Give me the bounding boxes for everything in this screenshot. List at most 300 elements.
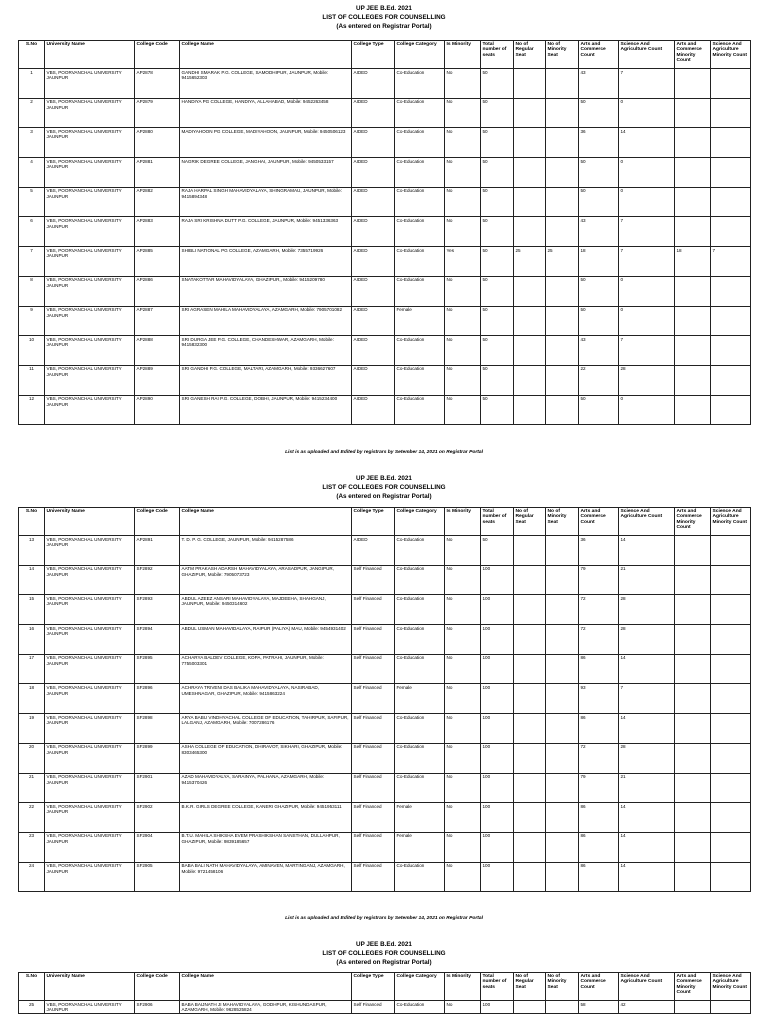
footnote: List is as uploaded and Edited by registrars by Setember 14, 2021 on Registrar Portal xyxy=(285,450,483,455)
cell-regular-seat-col xyxy=(514,654,546,684)
page-1 xyxy=(0,0,768,31)
cell-science-agriculture-col: 28 xyxy=(619,625,675,655)
cell-arts-commerce-col: 86 xyxy=(579,714,619,744)
cell-science-agriculture-col: 14 xyxy=(619,714,675,744)
column-header-college-code-col: College Code xyxy=(135,508,180,536)
cell-college-code-col: AP2879 xyxy=(135,98,180,128)
table-row xyxy=(19,654,751,684)
cell-college-category-col: Co-Education xyxy=(395,773,445,803)
cell-minority-seat-col xyxy=(546,773,579,803)
cell-arts-commerce-col: 43 xyxy=(579,336,619,366)
table-row xyxy=(19,625,751,655)
cell-arts-commerce-minority-col xyxy=(675,217,711,247)
cell-arts-commerce-minority-col xyxy=(675,128,711,158)
cell-college-code-col: SF2902 xyxy=(135,803,180,833)
table-row xyxy=(19,832,751,862)
cell-college-name-col: B.K.R. GIRLS DEGREE COLLEGE, KANERI GHAZIPUR, Mobile: 9451953111 xyxy=(180,803,352,833)
cell-college-code-col: AP2887 xyxy=(135,306,180,336)
cell-college-category-col: Female xyxy=(395,803,445,833)
cell-college-type-col: AIDED xyxy=(352,276,395,306)
cell-arts-commerce-col: 43 xyxy=(579,217,619,247)
column-header-college-type-col: College Type xyxy=(352,508,395,536)
cell-science-agriculture-col: 28 xyxy=(619,743,675,773)
cell-total-seats-col: 50 xyxy=(481,158,514,188)
cell-science-agriculture-col: 28 xyxy=(619,365,675,395)
cell-college-category-col: Co-Education xyxy=(395,395,445,425)
cell-total-seats-col: 50 xyxy=(481,276,514,306)
cell-science-agriculture-col: 0 xyxy=(619,158,675,188)
cell-science-agriculture-col: 7 xyxy=(619,217,675,247)
cell-arts-commerce-minority-col xyxy=(675,306,711,336)
cell-science-agriculture-minority-col xyxy=(711,654,751,684)
cell-minority-seat-col xyxy=(546,306,579,336)
cell-total-seats-col: 50 xyxy=(481,365,514,395)
cell-sno-col: 17 xyxy=(19,654,45,684)
cell-arts-commerce-minority-col xyxy=(675,862,711,892)
cell-science-agriculture-col: 14 xyxy=(619,654,675,684)
cell-science-agriculture-col: 14 xyxy=(619,128,675,158)
cell-college-category-col: Co-Education xyxy=(395,1001,445,1014)
cell-college-name-col: ASHA COLLEGE OF EDUCATION, DHIRAVOT, SIKHARI, GHAZIPUR, Mobile: 8303465300 xyxy=(180,743,352,773)
column-header-college-type-col: College Type xyxy=(352,973,395,1001)
cell-arts-commerce-minority-col xyxy=(675,276,711,306)
cell-is-minority-col: No xyxy=(445,158,481,188)
cell-arts-commerce-minority-col xyxy=(675,743,711,773)
cell-minority-seat-col xyxy=(546,128,579,158)
cell-college-name-col: B.T.U. MAHILA SHIKSHA EVEM PRASHIKSHAN SANSTHAN, DULLAHPUR, GHAZIPUR, Mobile: 9839185657 xyxy=(180,832,352,862)
cell-science-agriculture-col: 42 xyxy=(619,1001,675,1014)
cell-arts-commerce-col: 50 xyxy=(579,395,619,425)
cell-total-seats-col: 100 xyxy=(481,1001,514,1014)
cell-college-category-col: Co-Education xyxy=(395,536,445,566)
colleges-table xyxy=(18,972,751,1014)
cell-college-type-col: Self Financed xyxy=(352,595,395,625)
cell-science-agriculture-col: 0 xyxy=(619,306,675,336)
cell-science-agriculture-minority-col xyxy=(711,625,751,655)
cell-is-minority-col: No xyxy=(445,98,481,128)
cell-university-name-col: VBS, POORVANCHAL UNIVERSITY JAUNPUR xyxy=(45,773,135,803)
cell-sno-col: 12 xyxy=(19,395,45,425)
cell-university-name-col: VBS, POORVANCHAL UNIVERSITY JAUNPUR xyxy=(45,69,135,99)
cell-regular-seat-col xyxy=(514,773,546,803)
cell-arts-commerce-col: 50 xyxy=(579,187,619,217)
cell-is-minority-col: No xyxy=(445,832,481,862)
cell-science-agriculture-col: 0 xyxy=(619,98,675,128)
column-header-college-code-col: College Code xyxy=(135,973,180,1001)
cell-college-code-col: AP2889 xyxy=(135,365,180,395)
cell-college-code-col: AP2881 xyxy=(135,158,180,188)
header-line-1: UP JEE B.Ed. 2021 xyxy=(356,5,412,12)
cell-arts-commerce-col: 86 xyxy=(579,862,619,892)
cell-minority-seat-col xyxy=(546,98,579,128)
cell-science-agriculture-minority-col xyxy=(711,276,751,306)
table-row xyxy=(19,128,751,158)
header-line-1: UP JEE B.Ed. 2021 xyxy=(356,941,412,948)
cell-science-agriculture-minority-col xyxy=(711,217,751,247)
cell-minority-seat-col xyxy=(546,69,579,99)
cell-is-minority-col: No xyxy=(445,803,481,833)
cell-arts-commerce-col: 86 xyxy=(579,832,619,862)
cell-arts-commerce-col: 36 xyxy=(579,536,619,566)
cell-science-agriculture-minority-col xyxy=(711,536,751,566)
cell-regular-seat-col xyxy=(514,536,546,566)
table-row xyxy=(19,69,751,99)
cell-regular-seat-col xyxy=(514,743,546,773)
cell-college-code-col: AP2891 xyxy=(135,536,180,566)
column-header-science-agriculture-col: Science And Agriculture Count xyxy=(619,973,675,1001)
cell-college-name-col: RAJA SRI KRISHNA DUTT P.G. COLLEGE, JAUNPUR, Mobile: 9451336363 xyxy=(180,217,352,247)
header-line-1: UP JEE B.Ed. 2021 xyxy=(356,475,412,482)
cell-college-category-col: Co-Education xyxy=(395,276,445,306)
column-header-science-agriculture-minority-col: Science And Agriculture Minority Count xyxy=(711,508,751,536)
cell-total-seats-col: 100 xyxy=(481,714,514,744)
cell-total-seats-col: 100 xyxy=(481,625,514,655)
cell-sno-col: 14 xyxy=(19,565,45,595)
table-row xyxy=(19,773,751,803)
cell-science-agriculture-minority-col xyxy=(711,336,751,366)
cell-is-minority-col: No xyxy=(445,862,481,892)
cell-total-seats-col: 50 xyxy=(481,98,514,128)
cell-regular-seat-col xyxy=(514,595,546,625)
cell-college-code-col: SF2905 xyxy=(135,862,180,892)
cell-college-name-col: AZAD MAHAVIDYALYA, SARAINYA, PALHANA, AZAMGARH, Mobile: 9415370426 xyxy=(180,773,352,803)
cell-sno-col: 19 xyxy=(19,714,45,744)
cell-college-type-col: Self Financed xyxy=(352,862,395,892)
cell-college-category-col: Co-Education xyxy=(395,247,445,277)
cell-college-code-col: SF2893 xyxy=(135,595,180,625)
cell-college-type-col: AIDED xyxy=(352,336,395,366)
table-row xyxy=(19,714,751,744)
cell-sno-col: 18 xyxy=(19,684,45,714)
header-line-2: LIST OF COLLEGES FOR COUNSELLING xyxy=(322,950,446,957)
cell-college-name-col: SRI AGRASEN MAHILA MAHAVIDYALAYA, AZAMGARH, Mobile: 7905701082 xyxy=(180,306,352,336)
cell-total-seats-col: 50 xyxy=(481,69,514,99)
cell-university-name-col: VBS, POORVANCHAL UNIVERSITY JAUNPUR xyxy=(45,1001,135,1014)
cell-science-agriculture-minority-col xyxy=(711,714,751,744)
cell-arts-commerce-minority-col xyxy=(675,1001,711,1014)
cell-university-name-col: VBS, POORVANCHAL UNIVERSITY JAUNPUR xyxy=(45,595,135,625)
cell-arts-commerce-col: 86 xyxy=(579,654,619,684)
cell-minority-seat-col xyxy=(546,158,579,188)
cell-university-name-col: VBS, POORVANCHAL UNIVERSITY JAUNPUR xyxy=(45,625,135,655)
cell-university-name-col: VBS, POORVANCHAL UNIVERSITY JAUNPUR xyxy=(45,306,135,336)
cell-total-seats-col: 50 xyxy=(481,536,514,566)
header-row xyxy=(19,508,751,536)
cell-science-agriculture-col: 0 xyxy=(619,395,675,425)
cell-sno-col: 6 xyxy=(19,217,45,247)
table-row xyxy=(19,365,751,395)
column-header-college-code-col: College Code xyxy=(135,41,180,69)
cell-total-seats-col: 50 xyxy=(481,336,514,366)
cell-university-name-col: VBS, POORVANCHAL UNIVERSITY JAUNPUR xyxy=(45,128,135,158)
cell-total-seats-col: 50 xyxy=(481,306,514,336)
column-header-college-category-col: College Category xyxy=(395,508,445,536)
cell-sno-col: 25 xyxy=(19,1001,45,1014)
cell-university-name-col: VBS, POORVANCHAL UNIVERSITY JAUNPUR xyxy=(45,565,135,595)
column-header-is-minority-col: Is Minority xyxy=(445,973,481,1001)
cell-regular-seat-col xyxy=(514,187,546,217)
cell-college-type-col: Self Financed xyxy=(352,773,395,803)
cell-sno-col: 3 xyxy=(19,128,45,158)
cell-is-minority-col: No xyxy=(445,743,481,773)
column-header-science-agriculture-minority-col: Science And Agriculture Minority Count xyxy=(711,41,751,69)
page-header xyxy=(0,0,768,31)
cell-science-agriculture-col: 0 xyxy=(619,276,675,306)
table-row xyxy=(19,536,751,566)
cell-college-name-col: ARYA BABU VINDHYACHAL COLLEGE OF EDUCATION, TAHIRPUR, SAFIPUR, LALGANJ, AZAMGARH, Mobile: 7007286176 xyxy=(180,714,352,744)
cell-arts-commerce-minority-col xyxy=(675,595,711,625)
cell-is-minority-col: No xyxy=(445,69,481,99)
cell-science-agriculture-minority-col xyxy=(711,862,751,892)
cell-sno-col: 15 xyxy=(19,595,45,625)
page-2 xyxy=(0,470,768,501)
cell-college-type-col: AIDED xyxy=(352,365,395,395)
cell-college-code-col: SF2892 xyxy=(135,565,180,595)
column-header-science-agriculture-col: Science And Agriculture Count xyxy=(619,508,675,536)
cell-college-name-col: AATM PRAKASH ADARSH MAHAVIDYALAYA, ARASADPUR, JANGIPUR, GHAZIPUR, Mobile: 7905073723 xyxy=(180,565,352,595)
cell-science-agriculture-minority-col xyxy=(711,69,751,99)
cell-total-seats-col: 50 xyxy=(481,128,514,158)
cell-arts-commerce-col: 50 xyxy=(579,98,619,128)
cell-university-name-col: VBS, POORVANCHAL UNIVERSITY JAUNPUR xyxy=(45,684,135,714)
cell-university-name-col: VBS, POORVANCHAL UNIVERSITY JAUNPUR xyxy=(45,743,135,773)
cell-college-category-col: Female xyxy=(395,832,445,862)
cell-science-agriculture-minority-col xyxy=(711,743,751,773)
cell-college-category-col: Co-Education xyxy=(395,365,445,395)
cell-college-code-col: AP2890 xyxy=(135,395,180,425)
cell-college-type-col: AIDED xyxy=(352,158,395,188)
cell-college-code-col: SF2906 xyxy=(135,1001,180,1014)
cell-regular-seat-col xyxy=(514,336,546,366)
cell-arts-commerce-minority-col xyxy=(675,395,711,425)
page-3 xyxy=(0,936,768,967)
column-header-science-agriculture-col: Science And Agriculture Count xyxy=(619,41,675,69)
cell-total-seats-col: 100 xyxy=(481,832,514,862)
cell-sno-col: 4 xyxy=(19,158,45,188)
column-header-minority-seat-col: No of Minority Seat xyxy=(546,41,579,69)
cell-arts-commerce-minority-col xyxy=(675,625,711,655)
cell-is-minority-col: No xyxy=(445,395,481,425)
cell-minority-seat-col xyxy=(546,336,579,366)
cell-is-minority-col: No xyxy=(445,625,481,655)
cell-minority-seat-col xyxy=(546,743,579,773)
cell-science-agriculture-minority-col: 7 xyxy=(711,247,751,277)
cell-regular-seat-col xyxy=(514,128,546,158)
table-row xyxy=(19,98,751,128)
table-row xyxy=(19,565,751,595)
cell-college-name-col: SRI GANDHI P.G. COLLEGE, MALTARI, AZAMGARH, Mobile: 9336627607 xyxy=(180,365,352,395)
cell-regular-seat-col xyxy=(514,714,546,744)
header-row xyxy=(19,41,751,69)
cell-university-name-col: VBS, POORVANCHAL UNIVERSITY JAUNPUR xyxy=(45,217,135,247)
column-header-college-name-col: College Name xyxy=(180,41,352,69)
column-header-is-minority-col: Is Minority xyxy=(445,508,481,536)
cell-arts-commerce-col: 58 xyxy=(579,1001,619,1014)
cell-arts-commerce-minority-col xyxy=(675,832,711,862)
cell-college-name-col: ABDUL USMAN MAHAVIDALAYA, RAIPUR (PALIYA) MAU, Mobile: 9454931402 xyxy=(180,625,352,655)
cell-minority-seat-col xyxy=(546,714,579,744)
cell-sno-col: 23 xyxy=(19,832,45,862)
cell-college-code-col: AP2886 xyxy=(135,276,180,306)
cell-science-agriculture-col: 14 xyxy=(619,832,675,862)
cell-minority-seat-col xyxy=(546,217,579,247)
cell-college-type-col: Self Financed xyxy=(352,832,395,862)
cell-college-category-col: Co-Education xyxy=(395,98,445,128)
cell-university-name-col: VBS, POORVANCHAL UNIVERSITY JAUNPUR xyxy=(45,98,135,128)
cell-regular-seat-col xyxy=(514,217,546,247)
cell-sno-col: 16 xyxy=(19,625,45,655)
cell-regular-seat-col xyxy=(514,862,546,892)
cell-arts-commerce-col: 43 xyxy=(579,69,619,99)
column-header-is-minority-col: Is Minority xyxy=(445,41,481,69)
cell-sno-col: 2 xyxy=(19,98,45,128)
cell-arts-commerce-minority-col xyxy=(675,714,711,744)
column-header-regular-seat-col: No of Regular Seat xyxy=(514,41,546,69)
cell-college-name-col: GANDHI SMARAK P.G. COLLEGE, SAMODHIPUR, JAUNPUR, Mobile: 9415652303 xyxy=(180,69,352,99)
cell-university-name-col: VBS, POORVANCHAL UNIVERSITY JAUNPUR xyxy=(45,714,135,744)
cell-arts-commerce-minority-col xyxy=(675,565,711,595)
cell-regular-seat-col xyxy=(514,98,546,128)
cell-college-category-col: Co-Education xyxy=(395,187,445,217)
cell-arts-commerce-col: 18 xyxy=(579,247,619,277)
cell-arts-commerce-col: 72 xyxy=(579,595,619,625)
cell-sno-col: 20 xyxy=(19,743,45,773)
cell-science-agriculture-minority-col xyxy=(711,187,751,217)
cell-is-minority-col: No xyxy=(445,276,481,306)
cell-arts-commerce-col: 79 xyxy=(579,773,619,803)
cell-college-category-col: Co-Education xyxy=(395,128,445,158)
cell-college-type-col: Self Financed xyxy=(352,565,395,595)
cell-science-agriculture-minority-col xyxy=(711,684,751,714)
cell-arts-commerce-minority-col xyxy=(675,98,711,128)
column-header-total-seats-col: Total number of seats xyxy=(481,508,514,536)
cell-is-minority-col: Yes xyxy=(445,247,481,277)
cell-college-type-col: AIDED xyxy=(352,128,395,158)
cell-regular-seat-col xyxy=(514,625,546,655)
cell-college-type-col: Self Financed xyxy=(352,714,395,744)
cell-arts-commerce-minority-col: 18 xyxy=(675,247,711,277)
cell-university-name-col: VBS, POORVANCHAL UNIVERSITY JAUNPUR xyxy=(45,365,135,395)
cell-is-minority-col: No xyxy=(445,536,481,566)
cell-college-code-col: SF2899 xyxy=(135,743,180,773)
page-header xyxy=(0,936,768,967)
cell-minority-seat-col xyxy=(546,625,579,655)
column-header-minority-seat-col: No of Minority Seat xyxy=(546,508,579,536)
table-row xyxy=(19,1001,751,1014)
cell-minority-seat-col xyxy=(546,536,579,566)
column-header-science-agriculture-minority-col: Science And Agriculture Minority Count xyxy=(711,973,751,1001)
cell-arts-commerce-minority-col xyxy=(675,187,711,217)
column-header-total-seats-col: Total number of seats xyxy=(481,973,514,1001)
cell-regular-seat-col xyxy=(514,565,546,595)
table-row xyxy=(19,187,751,217)
cell-minority-seat-col xyxy=(546,595,579,625)
cell-college-name-col: SNATAKOTTAR MAHAVIDYALAYA, GHAZIPUR,, Mobile: 9415209780 xyxy=(180,276,352,306)
cell-college-name-col: SRI DURGA JEE P.G. COLLEGE, CHANDESHWAR, AZAMGARH, Mobile: 9415832300 xyxy=(180,336,352,366)
cell-college-type-col: AIDED xyxy=(352,306,395,336)
cell-university-name-col: VBS, POORVANCHAL UNIVERSITY JAUNPUR xyxy=(45,276,135,306)
cell-college-name-col: ACHRAYA TRIVENI DAS BALIKA MAHAVIDYALAYA, NASIRABAD, UMESHNAGAR, GHAZIPUR, Mobile: 9415863224 xyxy=(180,684,352,714)
cell-science-agriculture-col: 28 xyxy=(619,595,675,625)
cell-college-name-col: MADIYAHOON PG COLLEGE, MADIYAHOON, JAUNPUR, Mobile: 9450506123 xyxy=(180,128,352,158)
column-header-regular-seat-col: No of Regular Seat xyxy=(514,508,546,536)
column-header-sno-col: S.No xyxy=(19,973,45,1001)
cell-arts-commerce-col: 86 xyxy=(579,803,619,833)
cell-arts-commerce-minority-col xyxy=(675,773,711,803)
cell-college-category-col: Co-Education xyxy=(395,654,445,684)
footnote: List is as uploaded and Edited by registrars by Setember 14, 2021 on Registrar Portal xyxy=(285,916,483,921)
column-header-university-name-col: University Name xyxy=(45,508,135,536)
cell-minority-seat-col xyxy=(546,565,579,595)
cell-regular-seat-col xyxy=(514,395,546,425)
cell-college-category-col: Female xyxy=(395,306,445,336)
cell-total-seats-col: 50 xyxy=(481,187,514,217)
cell-college-name-col: BABA BALI NATH MAHAVIDYALAYA, AMINAVEN, MARTINGANJ, AZAMGARH, Mobile: 9721458106 xyxy=(180,862,352,892)
cell-arts-commerce-minority-col xyxy=(675,69,711,99)
cell-science-agriculture-col: 21 xyxy=(619,773,675,803)
column-header-college-category-col: College Category xyxy=(395,973,445,1001)
cell-is-minority-col: No xyxy=(445,565,481,595)
cell-regular-seat-col xyxy=(514,684,546,714)
cell-college-type-col: Self Financed xyxy=(352,625,395,655)
cell-arts-commerce-col: 50 xyxy=(579,276,619,306)
page-header xyxy=(0,470,768,501)
cell-minority-seat-col xyxy=(546,395,579,425)
cell-college-type-col: AIDED xyxy=(352,247,395,277)
cell-sno-col: 22 xyxy=(19,803,45,833)
cell-college-category-col: Co-Education xyxy=(395,158,445,188)
cell-college-type-col: Self Financed xyxy=(352,803,395,833)
cell-is-minority-col: No xyxy=(445,365,481,395)
cell-university-name-col: VBS, POORVANCHAL UNIVERSITY JAUNPUR xyxy=(45,832,135,862)
cell-total-seats-col: 50 xyxy=(481,247,514,277)
cell-sno-col: 8 xyxy=(19,276,45,306)
cell-is-minority-col: No xyxy=(445,1001,481,1014)
cell-college-type-col: Self Financed xyxy=(352,654,395,684)
cell-college-category-col: Co-Education xyxy=(395,714,445,744)
cell-total-seats-col: 100 xyxy=(481,773,514,803)
cell-is-minority-col: No xyxy=(445,773,481,803)
cell-college-name-col: RAJA HARPAL SINGH MAHAVIDYALAYA, SHINGRAMAU, JAUNPUR, Mobile: 9415894348 xyxy=(180,187,352,217)
column-header-arts-commerce-minority-col: Arts and Commerce Minority Count xyxy=(675,973,711,1001)
table-row xyxy=(19,595,751,625)
cell-college-category-col: Co-Education xyxy=(395,595,445,625)
cell-arts-commerce-minority-col xyxy=(675,365,711,395)
cell-college-type-col: Self Financed xyxy=(352,743,395,773)
cell-college-type-col: AIDED xyxy=(352,187,395,217)
cell-science-agriculture-col: 7 xyxy=(619,684,675,714)
cell-total-seats-col: 100 xyxy=(481,803,514,833)
cell-arts-commerce-col: 50 xyxy=(579,306,619,336)
cell-minority-seat-col xyxy=(546,276,579,306)
cell-minority-seat-col xyxy=(546,862,579,892)
cell-minority-seat-col: 25 xyxy=(546,247,579,277)
cell-regular-seat-col xyxy=(514,158,546,188)
cell-science-agriculture-minority-col xyxy=(711,306,751,336)
cell-science-agriculture-col: 14 xyxy=(619,862,675,892)
cell-science-agriculture-minority-col xyxy=(711,98,751,128)
cell-science-agriculture-col: 7 xyxy=(619,247,675,277)
cell-arts-commerce-col: 36 xyxy=(579,128,619,158)
table-row xyxy=(19,247,751,277)
cell-total-seats-col: 100 xyxy=(481,654,514,684)
cell-sno-col: 7 xyxy=(19,247,45,277)
cell-science-agriculture-col: 14 xyxy=(619,536,675,566)
header-line-3: (As entered on Registrar Portal) xyxy=(336,493,432,500)
cell-regular-seat-col: 25 xyxy=(514,247,546,277)
cell-science-agriculture-minority-col xyxy=(711,128,751,158)
cell-minority-seat-col xyxy=(546,654,579,684)
